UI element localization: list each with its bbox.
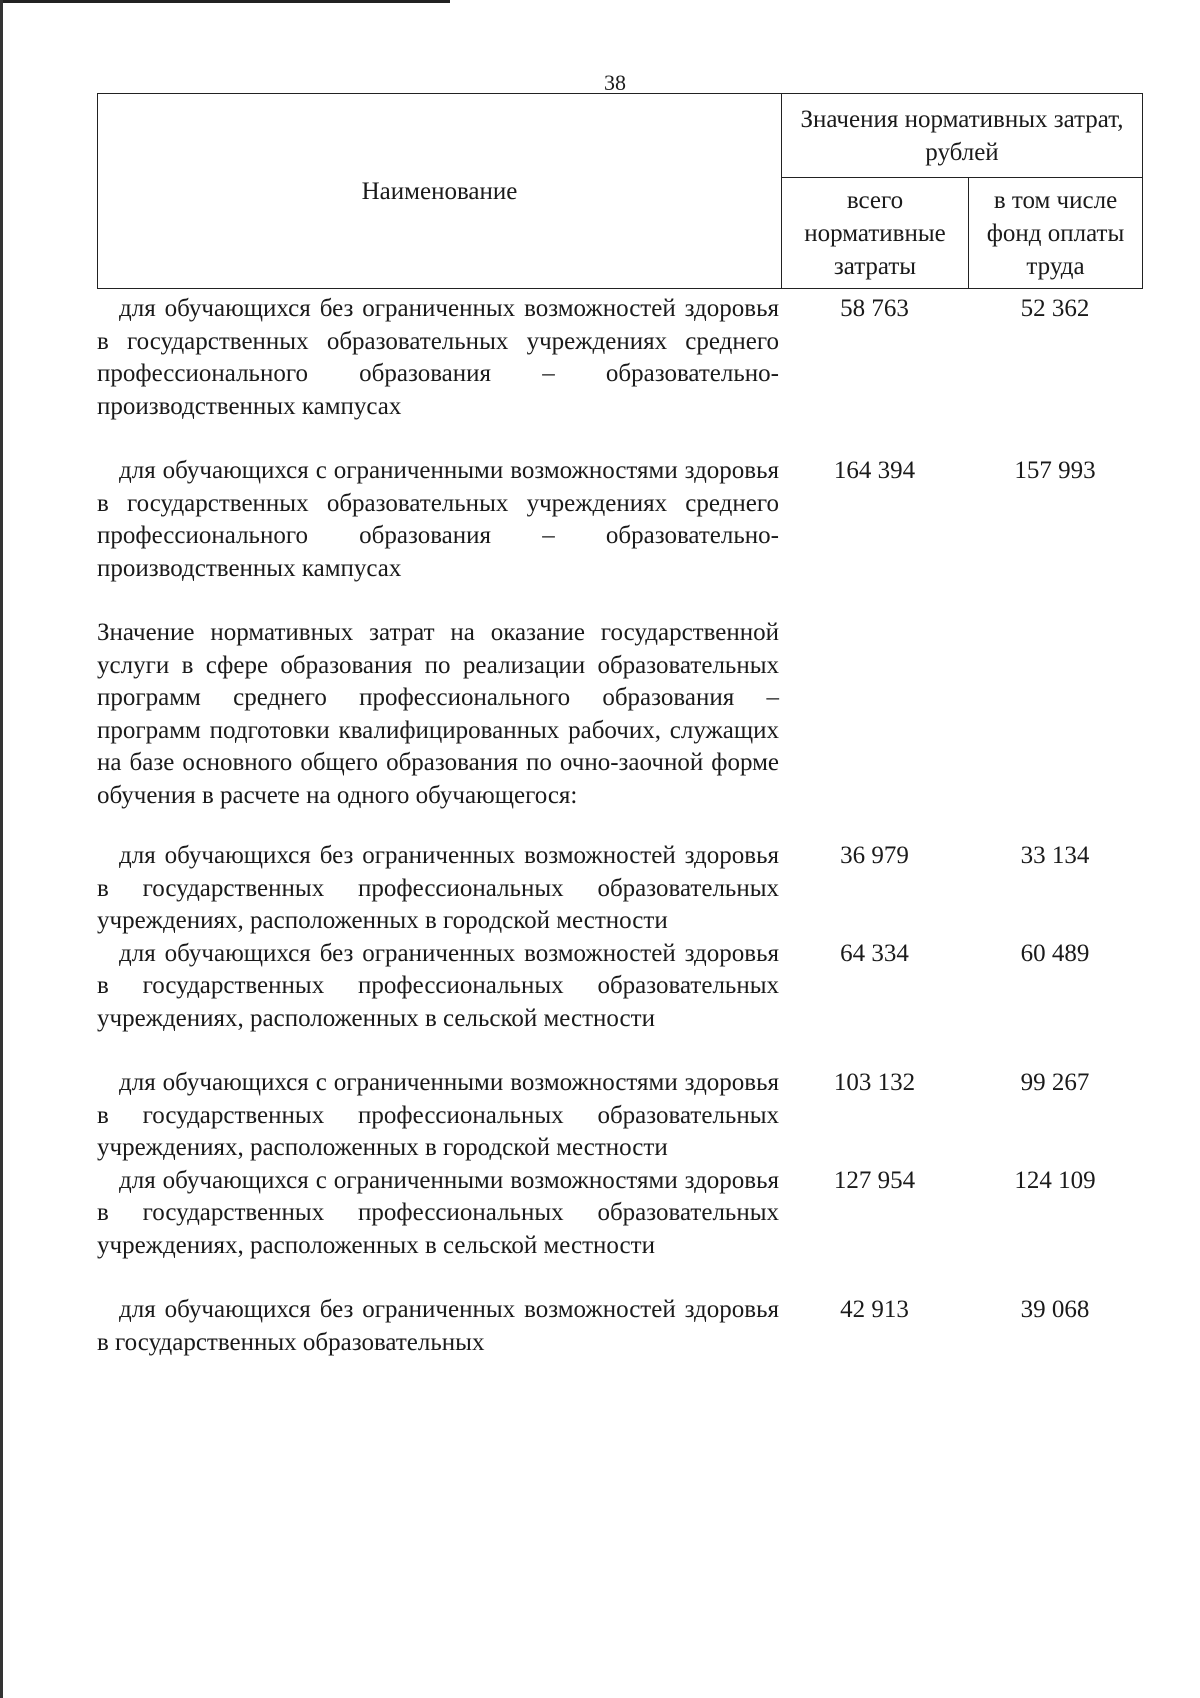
- scan-edge-top: [0, 0, 450, 3]
- row-fund-value: 157 993: [1014, 457, 1096, 484]
- row-total-value: 64 334: [840, 939, 909, 967]
- row-description: для обучающихся без ограниченных возможностей здоровья в государственных образовательных учреждениях среднего профессионального образования – образовательно-производственных кампусах: [97, 295, 779, 420]
- row-total-value: 36 979: [840, 842, 909, 869]
- row-description: для обучающихся без ограниченных возможностей здоровья в государственных образовательных: [97, 1296, 779, 1356]
- row-description: для обучающихся с ограниченными возможностями здоровья в государственных профессиональных образовательных учреждениях, расположенных в городской местности: [97, 1069, 779, 1161]
- row-total-value: 42 913: [840, 1296, 909, 1323]
- row-fund-value: 124 109: [1014, 1166, 1096, 1194]
- row-fund-value: 33 134: [1020, 842, 1090, 869]
- table-row-section-heading: [97, 617, 1142, 812]
- row-spacer: [97, 1262, 1142, 1294]
- table-row: [97, 1165, 1142, 1263]
- row-fund-value: 60 489: [1020, 939, 1090, 967]
- table-header: [97, 93, 1143, 289]
- table-row: [97, 293, 1142, 423]
- row-description: для обучающихся с ограниченными возможностями здоровья в государственных профессиональных образовательных учреждениях, расположенных в сельской местности: [97, 1166, 779, 1259]
- row-description: для обучающихся без ограниченных возможностей здоровья в государственных профессиональных образовательных учреждениях, расположенных в городской местности: [97, 842, 779, 934]
- page-number: 38: [604, 70, 626, 95]
- table-row: [97, 455, 1142, 585]
- row-fund-value: 99 267: [1020, 1069, 1090, 1096]
- table-row: [97, 840, 1142, 938]
- header-total-cell: всего нормативные затраты: [782, 178, 969, 289]
- row-spacer: [97, 585, 1142, 617]
- table-row: [97, 938, 1142, 1036]
- row-fund-value: [970, 617, 1140, 812]
- row-spacer: [97, 812, 1142, 840]
- row-fund-value: 39 068: [1020, 1296, 1090, 1323]
- table-row: [97, 1067, 1142, 1165]
- row-total-value: 103 132: [833, 1069, 916, 1096]
- row-description: для обучающихся без ограниченных возможностей здоровья в государственных профессиональных образовательных учреждениях, расположенных в сельской местности: [97, 939, 779, 1032]
- table-body: [97, 293, 1142, 1359]
- header-values-group-cell: Значения нормативных затрат, рублей: [782, 94, 1143, 178]
- scan-edge-left: [0, 0, 3, 1698]
- table-row: [97, 1294, 1142, 1359]
- header-fund-cell: в том числе фонд оплаты труда: [969, 178, 1143, 289]
- row-total-value: 127 954: [833, 1166, 916, 1194]
- row-total-value: [779, 617, 970, 812]
- section-heading-description: Значение нормативных затрат на оказание государственной услуги в сфере образования по реализации образовательных программ среднего профессионального образования – программ подготовки квалифицированных рабочих, служащих на базе основного общего образования по очно-заочной форме обучения в расчете на одного обучающегося:: [97, 619, 779, 809]
- header-name-cell: Наименование: [98, 94, 782, 289]
- row-fund-value: 52 362: [1020, 295, 1090, 322]
- row-spacer: [97, 1035, 1142, 1067]
- row-spacer: [97, 423, 1142, 455]
- row-total-value: 164 394: [833, 457, 916, 484]
- row-description: для обучающихся с ограниченными возможностями здоровья в государственных образовательных учреждениях среднего профессионального образования – образовательно-производственных кампусах: [97, 457, 779, 582]
- row-total-value: 58 763: [840, 295, 909, 322]
